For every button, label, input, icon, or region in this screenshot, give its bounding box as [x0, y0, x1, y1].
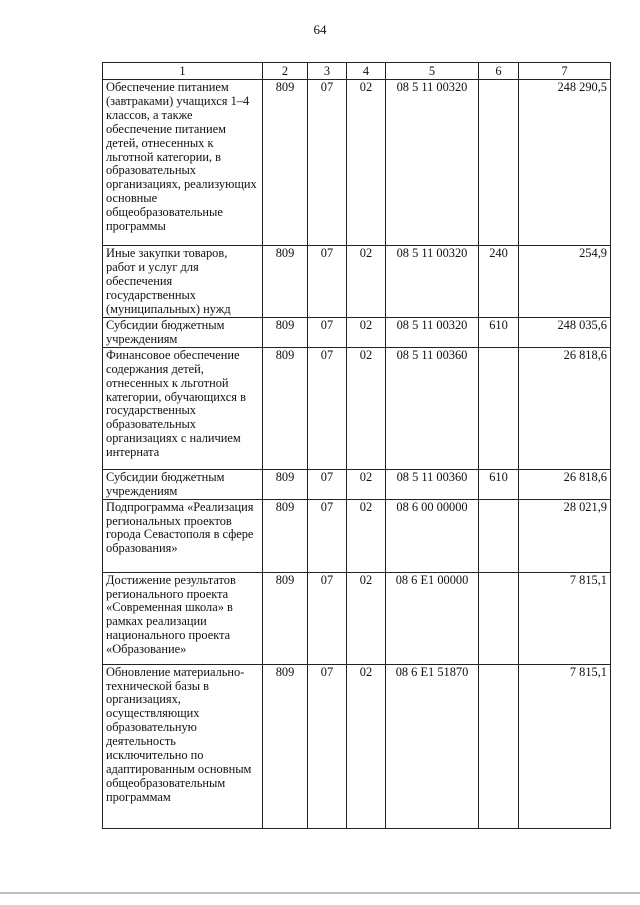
row-expense-type: [479, 664, 519, 828]
row-target-article: 08 5 11 00320: [386, 80, 479, 246]
row-amount: 7 815,1: [519, 664, 611, 828]
header-col-1: 1: [103, 63, 263, 80]
row-name: Финансовое обеспечение содержания детей, отнесенных к льготной категории, обучающихся в государственных образовательных организациях с наличием интерната: [103, 347, 263, 469]
row-subsection-code: 02: [347, 318, 386, 348]
row-expense-type: [479, 499, 519, 572]
row-target-article: 08 5 11 00320: [386, 318, 479, 348]
row-expense-type: 610: [479, 318, 519, 348]
row-subsection-code: 02: [347, 80, 386, 246]
row-section-code: 07: [308, 347, 347, 469]
row-expense-type: [479, 347, 519, 469]
header-col-4: 4: [347, 63, 386, 80]
row-amount: 7 815,1: [519, 572, 611, 664]
row-section-code: 07: [308, 246, 347, 318]
page-bottom-edge: [0, 892, 640, 894]
row-name: Подпрограмма «Реализация региональных проектов города Севастополя в сфере образования»: [103, 499, 263, 572]
row-ministry-code: 809: [263, 347, 308, 469]
row-expense-type: 240: [479, 246, 519, 318]
row-amount: 26 818,6: [519, 347, 611, 469]
row-subsection-code: 02: [347, 499, 386, 572]
table-row: [103, 469, 611, 499]
table-row: [103, 347, 611, 469]
row-expense-type: [479, 572, 519, 664]
row-amount: 254,9: [519, 246, 611, 318]
row-section-code: 07: [308, 499, 347, 572]
row-target-article: 08 6 00 00000: [386, 499, 479, 572]
row-ministry-code: 809: [263, 246, 308, 318]
row-target-article: 08 5 11 00360: [386, 469, 479, 499]
row-subsection-code: 02: [347, 469, 386, 499]
row-target-article: 08 5 11 00360: [386, 347, 479, 469]
row-expense-type: [479, 80, 519, 246]
row-amount: 26 818,6: [519, 469, 611, 499]
row-section-code: 07: [308, 572, 347, 664]
row-name: Обеспечение питанием (завтраками) учащихся 1–4 классов, а также обеспечение питанием детей, отнесенных к льготной категории, в образовательных организациях, реализующих основные общеобразовательные программы: [103, 80, 263, 246]
row-section-code: 07: [308, 318, 347, 348]
row-target-article: 08 5 11 00320: [386, 246, 479, 318]
row-ministry-code: 809: [263, 469, 308, 499]
row-ministry-code: 809: [263, 499, 308, 572]
row-ministry-code: 809: [263, 572, 308, 664]
row-ministry-code: 809: [263, 80, 308, 246]
header-col-6: 6: [479, 63, 519, 80]
table-row: [103, 664, 611, 828]
header-col-3: 3: [308, 63, 347, 80]
table-row: [103, 499, 611, 572]
row-section-code: 07: [308, 664, 347, 828]
page-number: 64: [313, 22, 327, 37]
row-subsection-code: 02: [347, 347, 386, 469]
row-name: Иные закупки товаров, работ и услуг для обеспечения государственных (муниципальных) нужд: [103, 246, 263, 318]
header-col-7: 7: [519, 63, 611, 80]
row-section-code: 07: [308, 80, 347, 246]
row-amount: 248 290,5: [519, 80, 611, 246]
row-ministry-code: 809: [263, 318, 308, 348]
budget-table: [102, 62, 611, 829]
table-row: [103, 246, 611, 318]
row-section-code: 07: [308, 469, 347, 499]
row-ministry-code: 809: [263, 664, 308, 828]
row-name: Достижение результатов регионального проекта «Современная школа» в рамках реализации национального проекта «Образование»: [103, 572, 263, 664]
row-target-article: 08 6 E1 51870: [386, 664, 479, 828]
table-row: [103, 80, 611, 246]
row-amount: 28 021,9: [519, 499, 611, 572]
table-row: [103, 318, 611, 348]
row-subsection-code: 02: [347, 572, 386, 664]
row-name: Субсидии бюджетным учреждениям: [103, 469, 263, 499]
row-name: Субсидии бюджетным учреждениям: [103, 318, 263, 348]
table-row: [103, 572, 611, 664]
row-subsection-code: 02: [347, 664, 386, 828]
row-target-article: 08 6 E1 00000: [386, 572, 479, 664]
row-expense-type: 610: [479, 469, 519, 499]
header-row: [103, 63, 611, 80]
row-amount: 248 035,6: [519, 318, 611, 348]
row-name: Обновление материально-технической базы в организациях, осуществляющих образовательную деятельность исключительно по адаптированным основным общеобразовательным программам: [103, 664, 263, 828]
row-subsection-code: 02: [347, 246, 386, 318]
header-col-2: 2: [263, 63, 308, 80]
header-col-5: 5: [386, 63, 479, 80]
